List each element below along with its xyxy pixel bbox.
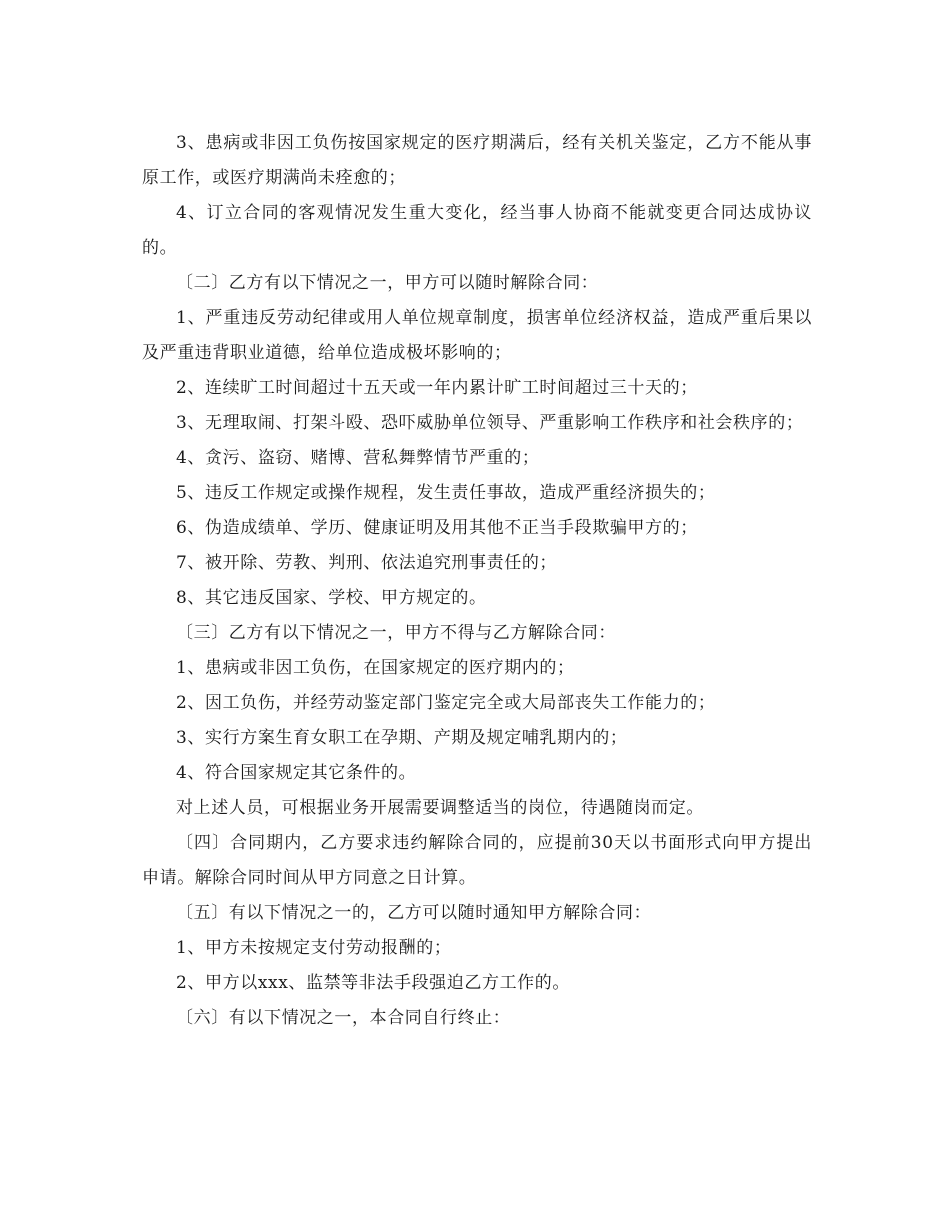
- section-heading: 〔六〕有以下情况之一，本合同自行终止：: [176, 1008, 511, 1028]
- section-heading: 〔四〕合同期内，乙方要求违约解除合同的，应提前30天以书面形式向甲方提出申请。解除合同时间从甲方同意之日计算。: [142, 833, 812, 888]
- paragraph: 4、贪污、盗窃、赌博、营私舞弊情节严重的；: [176, 448, 540, 468]
- paragraph: 3、患病或非因工负伤按国家规定的医疗期满后，经有关机关鉴定，乙方不能从事原工作，或医疗期满尚未痊愈的；: [142, 133, 812, 188]
- paragraph: 2、因工负伤，并经劳动鉴定部门鉴定完全或大局部丧失工作能力的；: [176, 693, 716, 713]
- paragraph: 7、被开除、劳教、判刑、依法追究刑事责任的；: [176, 553, 558, 573]
- paragraph: 4、订立合同的客观情况发生重大变化，经当事人协商不能就变更合同达成协议的。: [142, 203, 812, 258]
- paragraph: 2、甲方以xxx、监禁等非法手段强迫乙方工作的。: [176, 973, 570, 993]
- section-heading: 〔二〕乙方有以下情况之一，甲方可以随时解除合同：: [176, 273, 599, 293]
- paragraph: 8、其它违反国家、学校、甲方规定的。: [176, 588, 487, 608]
- paragraph: 3、无理取闹、打架斗殴、恐吓威胁单位领导、严重影响工作秩序和社会秩序的；: [176, 413, 804, 433]
- paragraph: 2、连续旷工时间超过十五天或一年内累计旷工时间超过三十天的；: [176, 378, 698, 398]
- section-heading: 〔三〕乙方有以下情况之一，甲方不得与乙方解除合同：: [176, 623, 616, 643]
- paragraph: 对上述人员，可根据业务开展需要调整适当的岗位，待遇随岗而定。: [176, 798, 704, 818]
- section-heading: 〔五〕有以下情况之一的，乙方可以随时通知甲方解除合同：: [176, 903, 652, 923]
- paragraph: 4、符合国家规定其它条件的。: [176, 763, 417, 783]
- paragraph: 1、患病或非因工负伤，在国家规定的医疗期内的；: [176, 658, 575, 678]
- document-body: [142, 126, 812, 1036]
- paragraph: 1、甲方未按规定支付劳动报酬的；: [176, 938, 452, 958]
- paragraph: 3、实行方案生育女职工在孕期、产期及规定哺乳期内的；: [176, 728, 628, 748]
- paragraph: 5、违反工作规定或操作规程，发生责任事故，造成严重经济损失的；: [176, 483, 716, 503]
- paragraph: 1、严重违反劳动纪律或用人单位规章制度，损害单位经济权益，造成严重后果以及严重违背职业道德，给单位造成极坏影响的；: [142, 308, 812, 363]
- paragraph: 6、伪造成绩单、学历、健康证明及用其他不正当手段欺骗甲方的；: [176, 518, 698, 538]
